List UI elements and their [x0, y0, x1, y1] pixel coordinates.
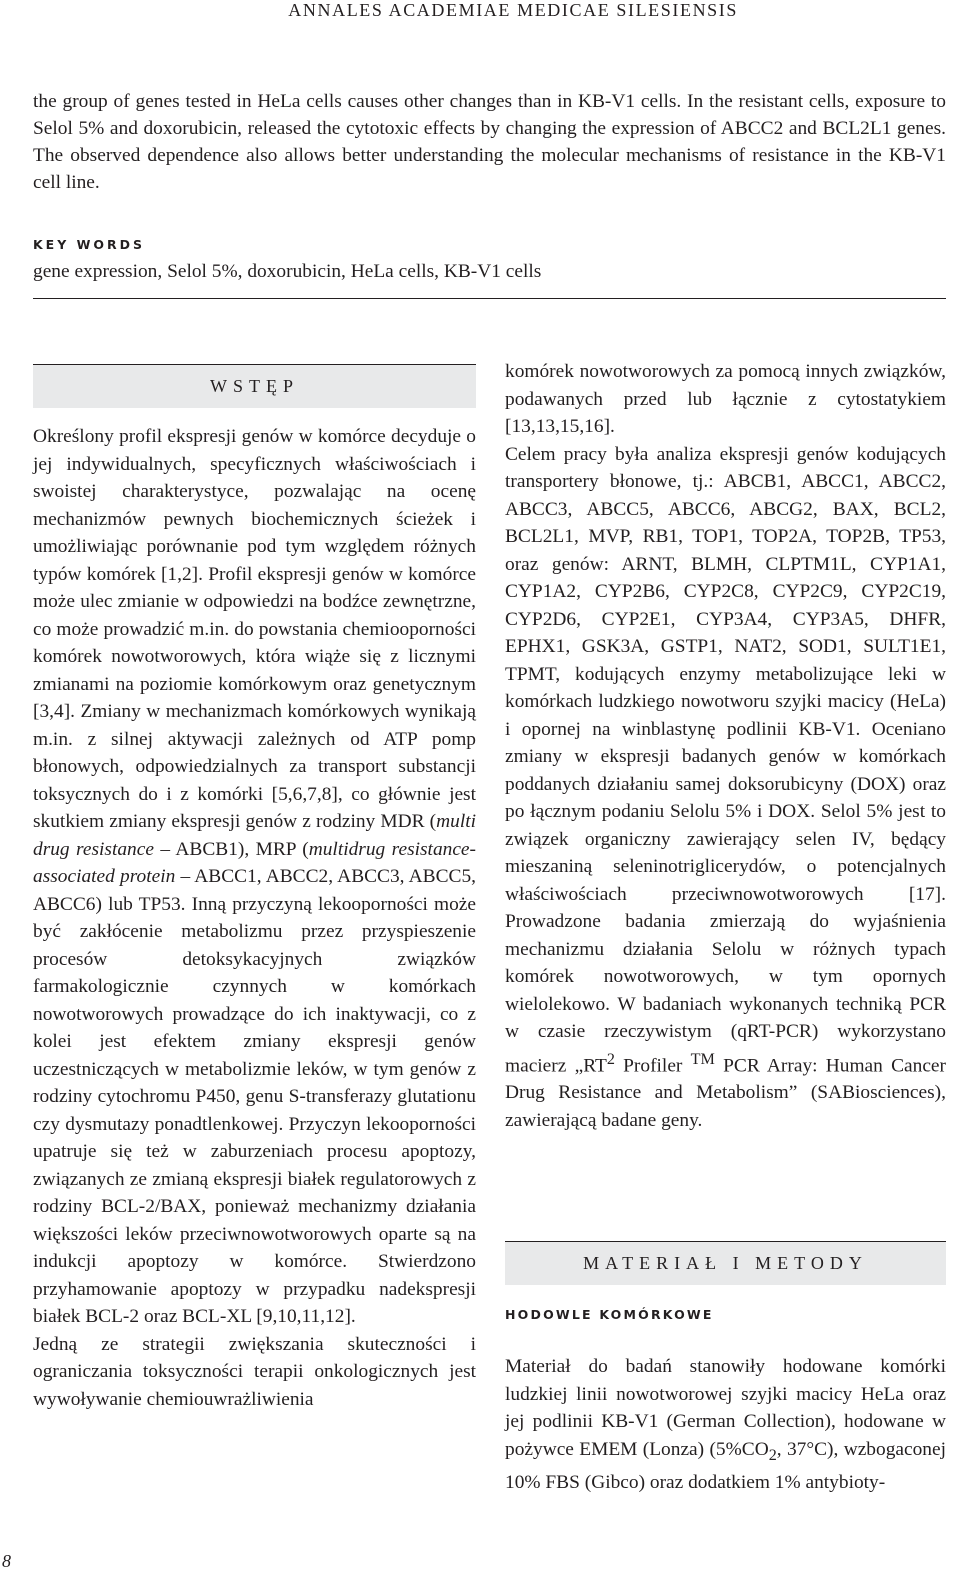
left-column [33, 423, 476, 1413]
term-mdr: multi drug resistance [33, 811, 476, 860]
intro-text-1c: – ABCC1, ABCC2, ABCC3, ABCC5, ABCC6) lub TP53. Inną przyczyną lekooporności może być zakłócenie metabolizmu przez przyspieszenie procesów detoksykacyjnych związków farmakologicznie czynnych w komórkach nowotworowych prowadzące do ich inaktywacji, co z kolei jest efektem zmiany ekspresji genów uczestniczących w metabolizmie leków, w tym genów z rodziny cytochromu P450, genu S-transferazy glutationu czy dysmutazy ponadtlenkowej. Przyczyn lekooporności upatruje się też w zaburzeniach procesu apoptozy, związanych ze zmianą ekspresji białek regulatorowych z rodziny BCL-2/BAX, ponieważ mechanizmy działania większości leków przeciwnowotworowych oparte są na indukcji apoptozy w komórce. Stwierdzono przyhamowanie apoptozy w przypadku nadekspresji białek BCL-2 oraz BCL-XL [9,10,11,12]. [33, 866, 476, 1327]
right-column [505, 358, 946, 1134]
aim-text-a: Celem pracy była analiza ekspresji genów kodujących transportery błonowe, tj.: ABCB1, ABCC1, ABCC2, ABCC3, ABCC5, ABCC6, ABCG2, BAX, BCL2, BCL2L1, MVP, RB1, TOP1, TOP2A, TOP2B, TP53, oraz genów: ARNT, BLMH, CLPTM1L, CYP1A1, CYP1A2, CYP2B6, CYP2C8, CYP2C9, CYP2C19, CYP2D6, CYP2E1, CYP3A4, CYP3A5, DHFR, EPHX1, GSK3A, GSTP1, NAT2, SOD1, SULT1E1, TPMT, kodujących enzymy metabolizujące leki w komórkach ludzkiego nowotworu szyjki macicy (HeLa) i opornej na winblastynę podlinii KB-V1. Oceniano zmiany w ekspresji badanych genów w komórkach poddanych działaniu samej doksorubicyny (DOX) oraz po łącznym podaniu Selolu 5% i DOX. Selol 5% jest to związek organiczny zawierający selen IV, będący mieszaniną seleninotriglicerydów, o potencjalnych właściwościach przeciwnowotworowych [17]. Prowadzone badania zmierzają do wyjaśnienia mechanizmu działania Selolu w różnych typach komórek nowotworowych, w tym opornych wielolekowo. W badaniach wykonanych techniką PCR w czasie rzeczywistym (qRT-PCR) wykorzystano macierz „RT [505, 443, 946, 1076]
intro-paragraph-3: komórek nowotworowych za pomocą innych związków, podawanych przed lub łącznie z cytostatykiem [13,13,15,16]. [505, 361, 946, 437]
aim-paragraph [505, 441, 946, 1135]
intro-paragraph-2: Jedną ze strategii zwiększania skuteczności i ograniczania toksyczności terapii onkologicznych jest wywoływanie chemiouwrażliwienia [33, 1333, 476, 1410]
keywords-text: gene expression, Selol 5%, doxorubicin, HeLa cells, KB-V1 cells [33, 261, 542, 282]
methods-paragraph [505, 1353, 946, 1496]
subscript-2: 2 [768, 1446, 777, 1464]
section-heading-metody-label: MATERIAŁ I METODY [583, 1253, 868, 1273]
trademark-sign: TM [690, 1050, 715, 1068]
section-heading-wstep [33, 364, 476, 408]
subheading-hodowle: HODOWLE KOMÓRKOWE [505, 1307, 714, 1322]
aim-text-b: Profiler [614, 1054, 691, 1076]
divider [33, 298, 946, 299]
section-heading-wstep-label: WSTĘP [209, 376, 299, 396]
running-header: ANNALES ACADEMIAE MEDICAE SILESIENSIS [288, 0, 738, 20]
intro-paragraph-1 [33, 423, 476, 1331]
page-number: 8 [2, 1551, 11, 1571]
term-mrp: multidrug resistance-associated protein [33, 838, 477, 887]
methods-text-b: , 37°C), wzbogaconej 10% FBS (Gibco) oraz dodatkiem 1% antybioty- [505, 1438, 946, 1493]
intro-text-1b: – ABCB1), MRP ( [153, 838, 309, 860]
aim-text-c: PCR Array: Human Cancer Drug Resistance and Metabolism” (SABiosciences), zawierającą badane geny. [505, 1054, 946, 1131]
keywords-heading: KEY WORDS [33, 237, 146, 252]
methods-column [505, 1353, 946, 1496]
abstract-end: the group of genes tested in HeLa cells causes other changes than in KB-V1 cells. In the resistant cells, exposure to Selol 5% and doxorubicin, released the cytotoxic effects by changing the expression of ABCC2 and BCL2L1 genes. The observed dependence also allows better understanding the molecular mechanisms of resistance in the KB-V1 cell line. [33, 91, 946, 193]
intro-text-1a: Określony profil ekspresji genów w komórce decyduje o jej indywidualnych, specyficznych właściwościach i swoistej charakterystyce, pozwalając na ocenę mechanizmów pewnych biochemicznych ścieżek i umożliwiając porównanie pod tym względem różnych typów komórek [1,2]. Profil ekspresji genów w komórce może ulec zmianie w odpowiedzi na bodźce zewnętrzne, co może prowadzić m.in. do powstania chemiooporności komórek nowotworowych, która wiąże się z licznymi zmianami na poziomie komórkowym oraz genetycznym [3,4]. Zmiany w mechanizmach komórkowych wynikają m.in. z silnej aktywacji zależnych od ATP pomp błonowych, odpowiedzialnych za transport substancji toksycznych do i z komórki [5,6,7,8], co głównie jest skutkiem zmiany ekspresji genów z rodziny MDR ( [33, 426, 476, 832]
methods-text-a: Materiał do badań stanowiły hodowane komórki ludzkiej linii nowotworowej szyjki macicy HeLa oraz jej podlinii KB-V1 (German Collection), hodowane w pożywce EMEM (Lonza) (5%CO [505, 1356, 946, 1460]
section-heading-metody [505, 1241, 946, 1285]
superscript-2: 2 [606, 1050, 615, 1068]
